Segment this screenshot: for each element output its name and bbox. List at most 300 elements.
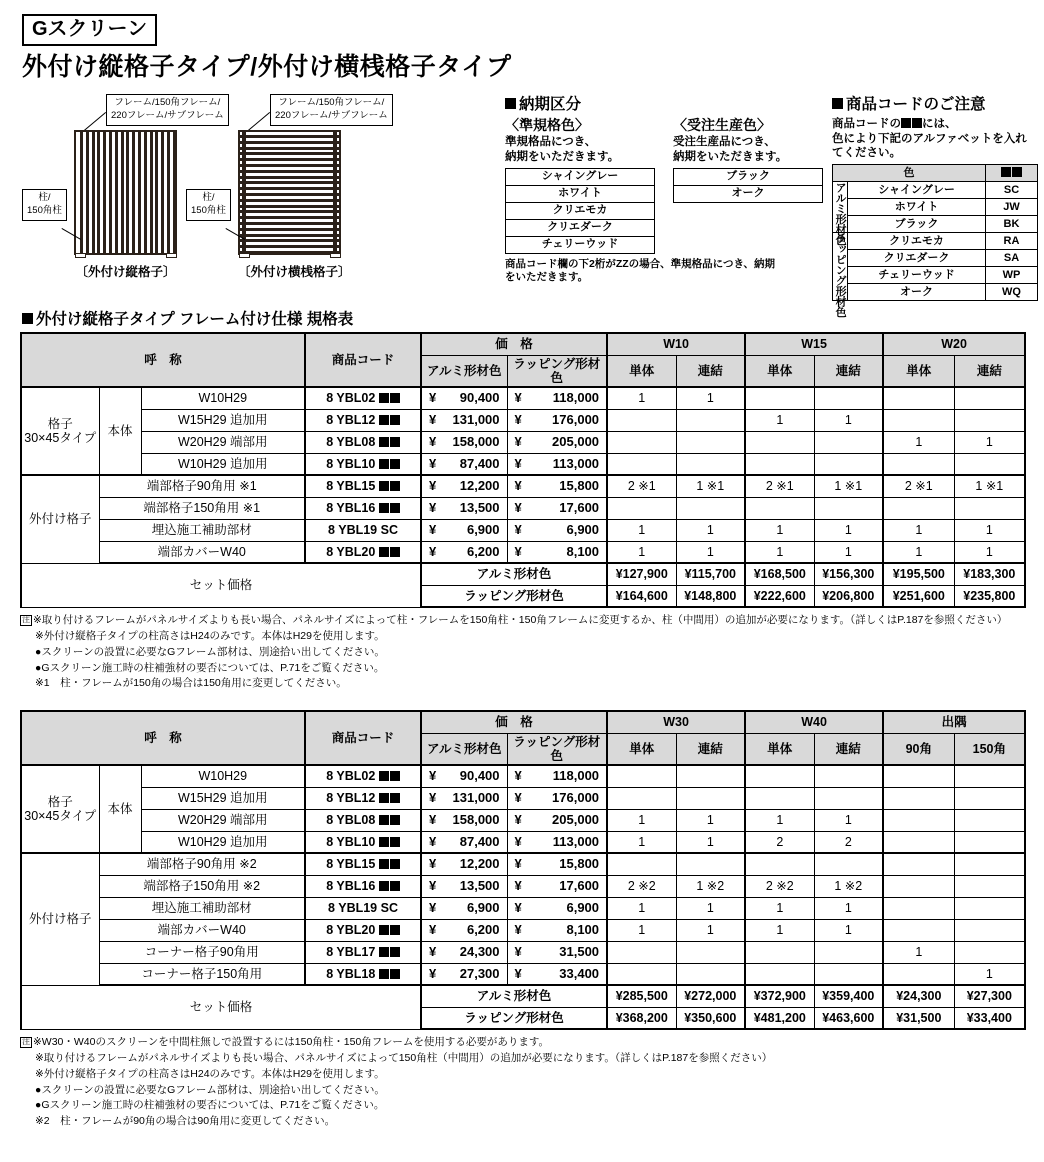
cell-qty: 1 xyxy=(745,919,814,941)
lattice-slat xyxy=(161,132,164,253)
lattice-slat xyxy=(155,132,158,253)
price-amount: 158,000 xyxy=(452,433,500,449)
cell-code xyxy=(305,409,421,431)
cell-qty xyxy=(745,453,814,475)
cell-qty xyxy=(676,765,745,787)
cell-code xyxy=(305,875,421,897)
cell-qty xyxy=(954,409,1025,431)
price-amount: 87,400 xyxy=(459,455,500,471)
col-header-joined: 連結 xyxy=(814,355,883,387)
yen-symbol: ¥ xyxy=(429,965,437,981)
delivery-section xyxy=(505,96,820,285)
cell-qty xyxy=(954,387,1025,409)
row-subgroup-body: 本体 xyxy=(99,765,141,853)
cell-qty: 1 xyxy=(954,541,1025,563)
black-square-icon xyxy=(1001,167,1011,177)
set-price-cell: ¥372,900 xyxy=(745,985,814,1007)
col-header-code xyxy=(986,165,1038,182)
cell-qty xyxy=(676,409,745,431)
set-price-cell: ¥164,600 xyxy=(607,585,676,607)
row-subgroup-body: 本体 xyxy=(99,387,141,475)
cell-qty: 1 xyxy=(745,409,814,431)
frame-callout-right-line2: 220フレーム/サブフレーム xyxy=(275,109,388,121)
col-header-price-alumi: アルミ形材色 xyxy=(421,733,507,765)
lattice-slat xyxy=(240,216,339,219)
cell-code-text: 8 YBL17 xyxy=(326,945,376,960)
cell-qty: 1 xyxy=(676,831,745,853)
cell-code-text: 8 YBL16 xyxy=(326,501,376,516)
row-group-lattice xyxy=(21,387,99,475)
cell-qty: 1 xyxy=(607,919,676,941)
table-row xyxy=(21,853,1025,875)
standard-color-list xyxy=(505,168,655,254)
set-price-row-alumi xyxy=(21,563,1025,585)
price-amount: 12,200 xyxy=(459,856,500,872)
delivery-title-text: 納期区分 xyxy=(519,96,582,113)
cell-qty: 1 xyxy=(745,897,814,919)
yen-symbol: ¥ xyxy=(429,789,437,805)
cell-qty: 1 ※2 xyxy=(814,875,883,897)
cell-qty: 2 ※2 xyxy=(607,875,676,897)
cell-qty xyxy=(607,853,676,875)
set-price-cell: ¥368,200 xyxy=(607,1007,676,1029)
lattice-slat xyxy=(173,132,176,253)
figure-caption-vertical: 〔外付け縦格子〕 xyxy=(75,265,176,279)
col-header-corner-150: 150角 xyxy=(954,733,1025,765)
bullet-square-icon xyxy=(22,313,33,324)
cell-code xyxy=(305,453,421,475)
cell-qty: 1 ※2 xyxy=(676,875,745,897)
cell-qty xyxy=(883,453,954,475)
black-square-icon xyxy=(390,881,400,891)
set-price-cell: ¥222,600 xyxy=(745,585,814,607)
col-header-joined: 連結 xyxy=(954,355,1025,387)
table-row xyxy=(833,284,1038,301)
cell-code: 8 YBL19 SC xyxy=(305,897,421,919)
black-square-icon xyxy=(390,969,400,979)
cell-code xyxy=(305,787,421,809)
cell-qty xyxy=(607,409,676,431)
yen-symbol: ¥ xyxy=(514,455,522,471)
black-square-icon xyxy=(379,947,389,957)
set-price-label: セット価格 xyxy=(21,985,421,1029)
note-line: ●Gスクリーン施工時の柱補強材の要否については、P.71をご覧ください。 xyxy=(35,661,385,674)
set-price-cell: ¥285,500 xyxy=(607,985,676,1007)
cell-name: 端部カバーW40 xyxy=(99,541,305,563)
note-line: ※取り付けるフレームがパネルサイズよりも長い場合、パネルサイズによって150角柱（中間用）の追加が必要になります。（詳しくはP.187を参照ください） xyxy=(35,1052,773,1064)
table-row xyxy=(21,541,1025,563)
lattice-slat xyxy=(240,152,339,155)
code-notice-title-text: 商品コードのご注意 xyxy=(846,96,986,113)
table-row xyxy=(21,787,1025,809)
cell-qty: 1 xyxy=(883,541,954,563)
set-price-cell: ¥27,300 xyxy=(954,985,1025,1007)
black-square-icon xyxy=(379,459,389,469)
product-badge: Gスクリーン xyxy=(22,14,157,46)
cell-qty xyxy=(883,387,954,409)
price-amount: 8,100 xyxy=(566,543,600,559)
cell-price-alumi xyxy=(421,541,507,563)
post-callout-right-line1: 柱/ xyxy=(202,192,215,203)
lattice-slat xyxy=(240,245,339,248)
price-amount: 6,900 xyxy=(566,521,600,537)
col-header-price-wrap: ラッピング形材色 xyxy=(507,355,607,387)
cell-code-text: 8 YBL08 xyxy=(326,813,376,828)
lattice-slat xyxy=(144,132,147,253)
cell-qty: 1 xyxy=(954,963,1025,985)
note-text: ※W30・W40のスクリーンを中間柱無しで設置するには150角柱・150角フレームを使用する必要があります。 xyxy=(33,1036,550,1049)
note-line: ●スクリーンの設置に必要なGフレーム部材は、別途拾い出してください。 xyxy=(35,645,385,658)
table-row xyxy=(833,233,1038,250)
price-amount: 205,000 xyxy=(552,811,600,827)
cell-qty xyxy=(607,941,676,963)
black-square-icon xyxy=(390,393,400,403)
group-label-wrap: ラッピング形材色 xyxy=(834,233,847,318)
table-row xyxy=(21,765,1025,787)
cell-qty: 1 xyxy=(954,431,1025,453)
col-header-code: 商品コード xyxy=(305,333,421,387)
cell-qty xyxy=(607,787,676,809)
yen-symbol: ¥ xyxy=(514,768,522,784)
lattice-slat xyxy=(240,164,339,167)
cell-qty xyxy=(883,875,954,897)
black-square-icon xyxy=(379,793,389,803)
set-price-cell: ¥272,000 xyxy=(676,985,745,1007)
lattice-slat xyxy=(240,170,339,173)
cell-qty: 2 xyxy=(814,831,883,853)
set-price-cell: ¥127,900 xyxy=(607,563,676,585)
lattice-slat xyxy=(80,132,83,253)
price-amount: 33,400 xyxy=(559,965,600,981)
price-amount: 6,200 xyxy=(466,921,500,937)
cell-price-wrap xyxy=(507,409,607,431)
yen-symbol: ¥ xyxy=(429,478,437,494)
cell-code xyxy=(305,853,421,875)
cell-name: 端部カバーW40 xyxy=(99,919,305,941)
cell-qty xyxy=(607,963,676,985)
cell-price-wrap xyxy=(507,809,607,831)
code-notice-desc-post: には、 xyxy=(922,117,957,130)
row-group-exterior: 外付け格子 xyxy=(21,475,99,563)
code-notice-desc-pre: 商品コードの xyxy=(832,117,901,130)
mto-color-list xyxy=(673,168,823,203)
cell-name: W20H29 端部用 xyxy=(141,809,305,831)
cell-price-wrap xyxy=(507,765,607,787)
row-group-lattice xyxy=(21,765,99,853)
row-group-line2: 30×45タイプ xyxy=(24,809,97,824)
cell-code: WQ xyxy=(986,284,1038,301)
mto-heading: 〈受注生産色〉 xyxy=(673,116,771,133)
cell-qty: 1 xyxy=(676,919,745,941)
lattice-slat xyxy=(240,187,339,190)
set-price-cell: ¥148,800 xyxy=(676,585,745,607)
set-price-wrap-label: ラッピング形材色 xyxy=(421,1007,607,1029)
cell-price-wrap xyxy=(507,831,607,853)
black-square-icon xyxy=(379,393,389,403)
price-amount: 13,500 xyxy=(459,877,500,893)
cell-code xyxy=(305,387,421,409)
cell-qty xyxy=(954,809,1025,831)
cell-code-text: 8 YBL10 xyxy=(326,456,376,471)
yen-symbol: ¥ xyxy=(514,877,522,893)
cell-qty: 1 xyxy=(814,919,883,941)
code-notice-desc-line1 xyxy=(832,117,1038,132)
cell-qty: 1 xyxy=(676,809,745,831)
cell-qty xyxy=(883,919,954,941)
cell-price-wrap xyxy=(507,853,607,875)
price-amount: 176,000 xyxy=(552,789,600,805)
cell-qty: 1 xyxy=(745,541,814,563)
col-header-color: 色 xyxy=(833,165,986,182)
yen-symbol: ¥ xyxy=(514,811,522,827)
cell-qty: 1 xyxy=(814,409,883,431)
mto-desc xyxy=(673,135,823,165)
note-marker-icon: 注 xyxy=(22,615,30,625)
col-header-corner: 出隅 xyxy=(883,711,1025,733)
cell-code-text: 8 YBL02 xyxy=(326,391,376,406)
black-square-icon xyxy=(390,771,400,781)
set-price-row-alumi xyxy=(21,985,1025,1007)
price-amount: 15,800 xyxy=(559,478,600,494)
cell-code xyxy=(305,919,421,941)
bullet-square-icon xyxy=(505,98,516,109)
table-header-row xyxy=(21,333,1025,355)
cell-code-text: 8 YBL20 xyxy=(326,544,376,559)
cell-code: SC xyxy=(986,182,1038,199)
cell-code: SA xyxy=(986,250,1038,267)
cell-qty xyxy=(607,431,676,453)
cell-code xyxy=(305,497,421,519)
post-callout-right-line2: 150角柱 xyxy=(191,204,226,216)
black-square-icon xyxy=(390,481,400,491)
yen-symbol: ¥ xyxy=(429,899,437,915)
cell-qty: 1 xyxy=(883,941,954,963)
cell-qty: 1 xyxy=(607,387,676,409)
cell-qty xyxy=(814,431,883,453)
yen-symbol: ¥ xyxy=(429,811,437,827)
note-line: ※外付け縦格子タイプの柱高さはH24のみです。本体はH29を使用します。 xyxy=(35,630,385,642)
note-line: ※1 柱・フレームが150角の場合は150角用に変更してください。 xyxy=(35,677,347,690)
cell-name: W15H29 追加用 xyxy=(141,409,305,431)
lattice-slat xyxy=(240,222,339,225)
col-header-w10: W10 xyxy=(607,333,745,355)
col-header-joined: 連結 xyxy=(814,733,883,765)
col-header-joined: 連結 xyxy=(676,733,745,765)
yen-symbol: ¥ xyxy=(429,455,437,471)
black-square-icon xyxy=(390,859,400,869)
black-square-icon xyxy=(379,437,389,447)
price-amount: 6,900 xyxy=(566,899,600,915)
cell-qty xyxy=(954,831,1025,853)
price-amount: 131,000 xyxy=(452,789,500,805)
cell-code-text: 8 YBL20 xyxy=(326,923,376,938)
cell-qty xyxy=(607,497,676,519)
cell-qty: 1 xyxy=(607,541,676,563)
cell-price-alumi xyxy=(421,787,507,809)
post-callout-left xyxy=(22,189,67,221)
product-diagrams xyxy=(22,94,432,284)
cell-code: RA xyxy=(986,233,1038,250)
cell-qty xyxy=(954,787,1025,809)
black-square-icon xyxy=(390,459,400,469)
cell-name: 端部格子150角用 ※1 xyxy=(99,497,305,519)
list-item: チェリーウッド xyxy=(541,237,619,250)
price-amount: 90,400 xyxy=(459,768,500,784)
cell-qty: 1 xyxy=(814,519,883,541)
set-price-cell: ¥156,300 xyxy=(814,563,883,585)
cell-price-alumi xyxy=(421,875,507,897)
lattice-slat xyxy=(240,199,339,202)
black-square-icon xyxy=(390,837,400,847)
black-square-icon xyxy=(912,118,922,128)
black-square-icon xyxy=(390,793,400,803)
set-price-cell: ¥33,400 xyxy=(954,1007,1025,1029)
yen-symbol: ¥ xyxy=(514,789,522,805)
cell-code: JW xyxy=(986,199,1038,216)
yen-symbol: ¥ xyxy=(429,856,437,872)
black-square-icon xyxy=(379,503,389,513)
black-square-icon xyxy=(390,437,400,447)
yen-symbol: ¥ xyxy=(429,521,437,537)
price-amount: 15,800 xyxy=(559,856,600,872)
frame-callout-right-line1: フレーム/150角フレーム/ xyxy=(278,97,385,108)
row-group-line2: 30×45タイプ xyxy=(24,431,97,446)
cell-name: W10H29 xyxy=(141,765,305,787)
lattice-slat xyxy=(103,132,106,253)
post-foot-left xyxy=(239,253,250,258)
standard-desc xyxy=(505,135,655,165)
cell-qty xyxy=(676,453,745,475)
cell-qty xyxy=(745,765,814,787)
frame-callout-left xyxy=(106,94,229,126)
table-row xyxy=(833,267,1038,284)
black-square-icon xyxy=(379,837,389,847)
cell-qty xyxy=(954,497,1025,519)
col-header-name: 呼 称 xyxy=(21,711,305,765)
code-notice-title xyxy=(832,96,1038,115)
yen-symbol: ¥ xyxy=(429,390,437,406)
table-row xyxy=(21,387,1025,409)
cell-name: 端部格子90角用 ※1 xyxy=(99,475,305,497)
note-line: ●スクリーンの設置に必要なGフレーム部材は、別途拾い出してください。 xyxy=(35,1083,385,1096)
frame-callout-right xyxy=(270,94,393,126)
cell-qty xyxy=(676,941,745,963)
black-square-icon xyxy=(390,925,400,935)
col-header-name: 呼 称 xyxy=(21,333,305,387)
black-square-icon xyxy=(379,881,389,891)
cell-qty xyxy=(883,853,954,875)
yen-symbol: ¥ xyxy=(429,499,437,515)
cell-qty: 1 xyxy=(607,831,676,853)
col-header-price-alumi: アルミ形材色 xyxy=(421,355,507,387)
cell-qty xyxy=(676,787,745,809)
cell-name: W10H29 追加用 xyxy=(141,453,305,475)
cell-qty: 1 ※1 xyxy=(954,475,1025,497)
lattice-slat xyxy=(240,205,339,208)
cell-qty xyxy=(954,853,1025,875)
yen-symbol: ¥ xyxy=(514,521,522,537)
note-text: ※取り付けるフレームがパネルサイズよりも長い場合、パネルサイズによって柱・フレームを150角柱・150角フレームに変更するか、柱（中間用）の追加が必要になります。（詳しくはP.187を参照ください） xyxy=(33,614,1008,627)
table-row xyxy=(833,182,1038,199)
list-item: シャイングレー xyxy=(506,169,654,186)
yen-symbol: ¥ xyxy=(514,943,522,959)
set-price-cell: ¥206,800 xyxy=(814,585,883,607)
cell-qty: 2 ※1 xyxy=(607,475,676,497)
set-price-cell: ¥359,400 xyxy=(814,985,883,1007)
page-title: 外付け縦格子タイプ/外付け横桟格子タイプ xyxy=(22,53,512,81)
lattice-slat xyxy=(115,132,118,253)
cell-color: シャイングレー xyxy=(848,182,986,199)
list-item: クリエダーク xyxy=(506,220,654,237)
lattice-slat xyxy=(240,228,339,231)
lattice-slat xyxy=(240,193,339,196)
set-price-cell: ¥195,500 xyxy=(883,563,954,585)
cell-name: 端部格子90角用 ※2 xyxy=(99,853,305,875)
price-amount: 8,100 xyxy=(566,921,600,937)
made-to-order-color-block xyxy=(673,117,823,254)
yen-symbol: ¥ xyxy=(514,833,522,849)
cell-qty xyxy=(954,919,1025,941)
col-header-w30: W30 xyxy=(607,711,745,733)
cell-qty xyxy=(954,941,1025,963)
cell-qty xyxy=(883,497,954,519)
cell-price-wrap xyxy=(507,387,607,409)
set-price-cell: ¥115,700 xyxy=(676,563,745,585)
cell-qty: 1 xyxy=(883,431,954,453)
cell-qty xyxy=(883,765,954,787)
cell-qty xyxy=(883,963,954,985)
table-row xyxy=(21,963,1025,985)
cell-price-alumi xyxy=(421,941,507,963)
frame-callout-left-line2: 220フレーム/サブフレーム xyxy=(111,109,224,121)
black-square-icon xyxy=(390,503,400,513)
frame-callout-left-line1: フレーム/150角フレーム/ xyxy=(114,97,221,108)
cell-price-wrap xyxy=(507,475,607,497)
cell-qty xyxy=(745,963,814,985)
lattice-slat xyxy=(240,135,339,138)
col-header-price-wrap: ラッピング形材色 xyxy=(507,733,607,765)
cell-qty xyxy=(814,387,883,409)
cell-qty xyxy=(745,497,814,519)
black-square-icon xyxy=(379,415,389,425)
cell-price-wrap xyxy=(507,497,607,519)
notes-block-1 xyxy=(20,613,1044,692)
black-square-icon xyxy=(390,947,400,957)
cell-code xyxy=(305,963,421,985)
delivery-footnote-line2: をいただきます。 xyxy=(505,271,589,284)
table-row xyxy=(833,199,1038,216)
cell-qty: 1 xyxy=(814,541,883,563)
price-amount: 205,000 xyxy=(552,433,600,449)
cell-name: コーナー格子150角用 xyxy=(99,963,305,985)
lattice-slat xyxy=(240,210,339,213)
black-square-icon xyxy=(379,969,389,979)
cell-qty xyxy=(883,409,954,431)
col-header-w15: W15 xyxy=(745,333,883,355)
table-header-row xyxy=(833,165,1038,182)
cell-price-alumi xyxy=(421,519,507,541)
yen-symbol: ¥ xyxy=(514,965,522,981)
price-amount: 131,000 xyxy=(452,411,500,427)
cell-qty: 1 xyxy=(676,519,745,541)
cell-code-text: 8 YBL18 xyxy=(326,966,376,981)
price-amount: 6,900 xyxy=(466,899,500,915)
cell-qty: 1 xyxy=(676,541,745,563)
cell-code-text: 8 YBL10 xyxy=(326,834,376,849)
col-header-price: 価 格 xyxy=(421,711,607,733)
cell-code: WP xyxy=(986,267,1038,284)
vertical-lattice-figure xyxy=(74,130,177,255)
